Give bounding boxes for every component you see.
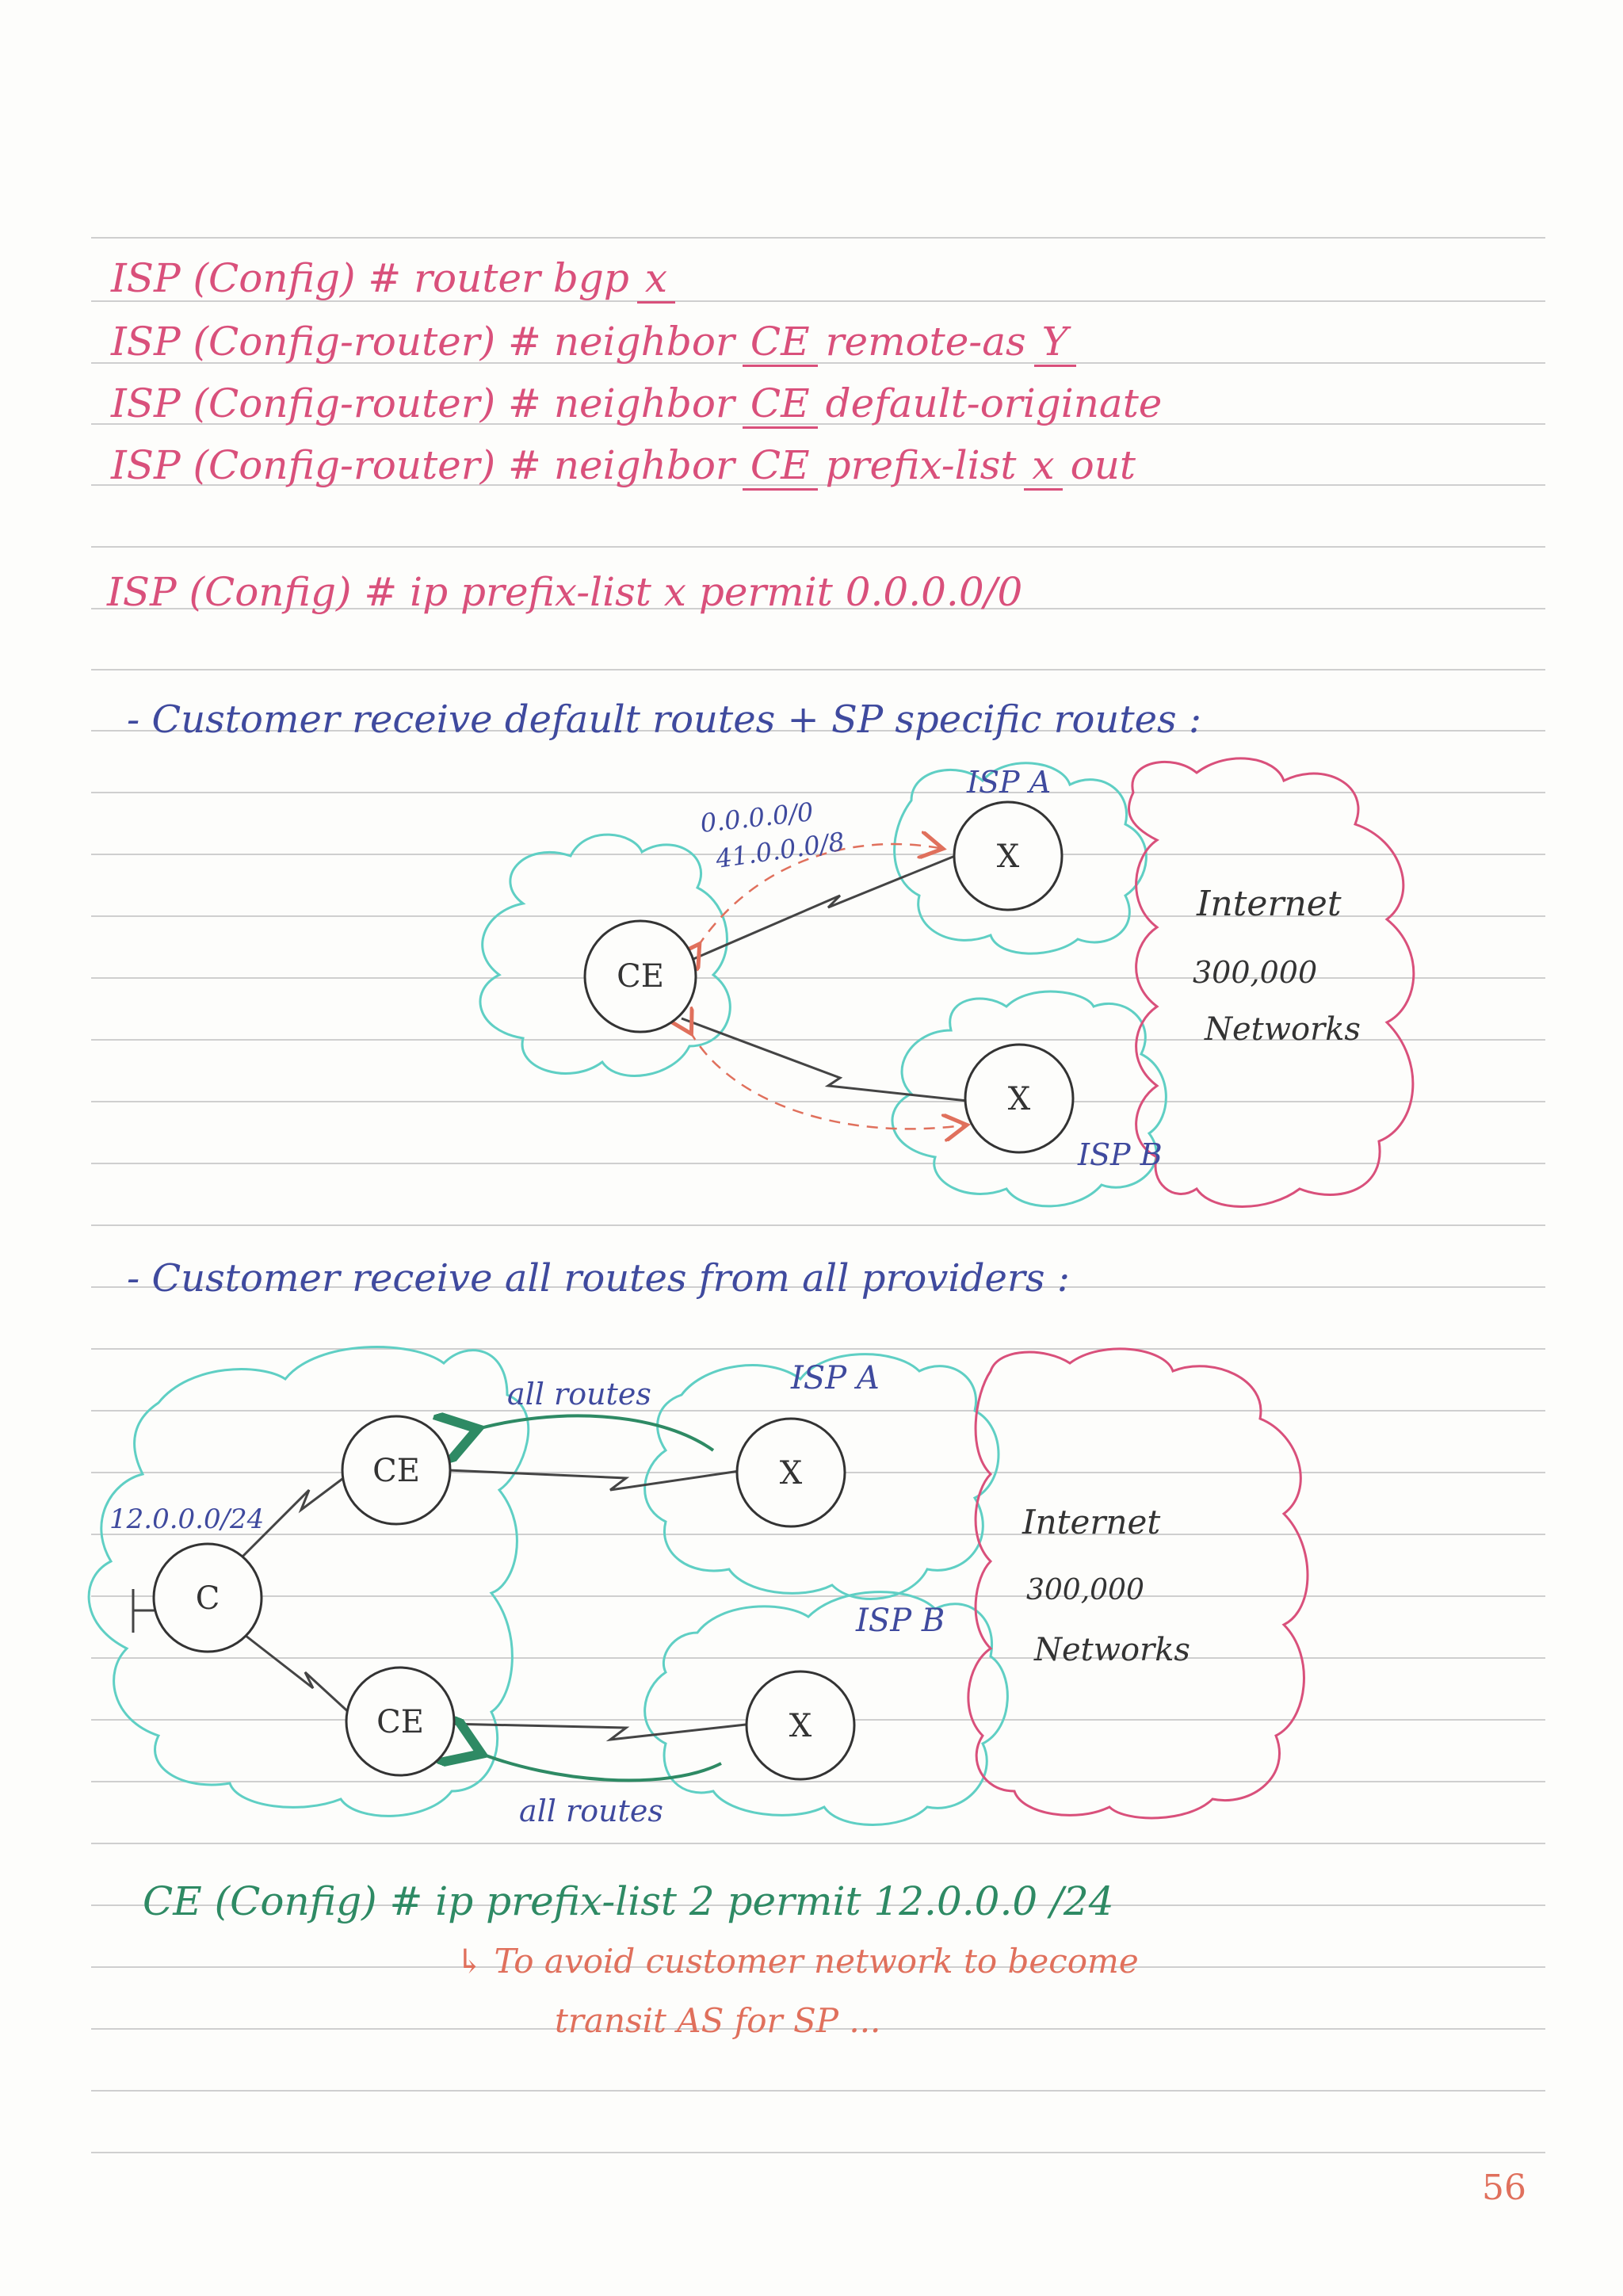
config-line-2-prefix: ISP (Config-router) # neighbor: [111, 319, 735, 365]
config-line-1-prefix: ISP (Config) # router bgp: [111, 255, 629, 301]
isp-b-router-2-label: X: [789, 1708, 812, 1744]
section-2-heading: - Customer receive all routes from all providers :: [127, 1256, 1070, 1301]
internet-networks-2: Networks: [1034, 1632, 1190, 1668]
customer-router-label: C: [195, 1580, 220, 1617]
link-ce-isp-b-2: [448, 1724, 753, 1740]
isp-a-label: ISP A: [967, 765, 1052, 800]
isp-b-label: ISP B: [1078, 1137, 1163, 1172]
ce-label: CE: [617, 958, 664, 995]
config-line-3-neighbor: CE: [743, 380, 818, 429]
config-line-4-list: x: [1024, 442, 1062, 491]
all-routes-arrow-bottom: [475, 1752, 721, 1780]
config-line-3-keyword: default-originate: [825, 380, 1163, 426]
isp-a-router-2-label: X: [779, 1455, 803, 1492]
subnet-label: 12.0.0.0/24: [109, 1503, 265, 1535]
link-c-ce-bottom: [242, 1633, 353, 1716]
route-specific-label: 41.0.0.0/8: [713, 826, 846, 874]
customer-cloud-2: [89, 1347, 529, 1817]
config-line-4-keyword: prefix-list: [825, 442, 1017, 488]
config-line-4-direction: out: [1070, 442, 1136, 488]
note-line-1: ↳ To avoid customer network to become: [456, 1942, 1139, 1981]
internet-count-2: 300,000: [1026, 1574, 1144, 1606]
ce-bottom-label: CE: [376, 1704, 424, 1740]
note-line-2: transit AS for SP ...: [555, 2001, 881, 2040]
isp-a-label-2: ISP A: [791, 1360, 880, 1396]
ce-prefix-list-command: CE (Config) # ip prefix-list 2 permit 12.0.0.0 /24: [143, 1878, 1114, 1924]
ce-top-label: CE: [372, 1453, 420, 1489]
isp-b-router-label: X: [1007, 1081, 1031, 1117]
config-line-4-neighbor: CE: [743, 442, 818, 491]
page-number: 56: [1482, 2168, 1526, 2208]
config-line-1-asn: x: [637, 255, 675, 304]
link-ce-isp-a-2: [448, 1470, 745, 1490]
all-routes-top-label: all routes: [507, 1377, 651, 1412]
config-line-2-neighbor: CE: [743, 319, 818, 367]
internet-label-2: Internet: [1022, 1503, 1161, 1541]
config-line-2-keyword: remote-as: [825, 319, 1026, 365]
route-default-label: 0.0.0.0/0: [698, 797, 815, 839]
section-1-heading: - Customer receive default routes + SP specific routes :: [127, 697, 1202, 742]
internet-count: 300,000: [1193, 955, 1318, 990]
all-routes-arrow-top: [472, 1415, 713, 1450]
config-line-5: ISP (Config) # ip prefix-list x permit 0.0.0.0/0: [107, 569, 1023, 615]
internet-networks: Networks: [1205, 1011, 1361, 1048]
internet-label: Internet: [1197, 884, 1342, 924]
isp-b-label-2: ISP B: [856, 1603, 945, 1639]
all-routes-bottom-label: all routes: [519, 1794, 663, 1828]
config-line-2-remote-asn: Y: [1034, 319, 1076, 367]
config-line-4-prefix: ISP (Config-router) # neighbor: [111, 442, 735, 488]
isp-a-router-label: X: [996, 839, 1020, 875]
config-line-3-prefix: ISP (Config-router) # neighbor: [111, 380, 735, 426]
